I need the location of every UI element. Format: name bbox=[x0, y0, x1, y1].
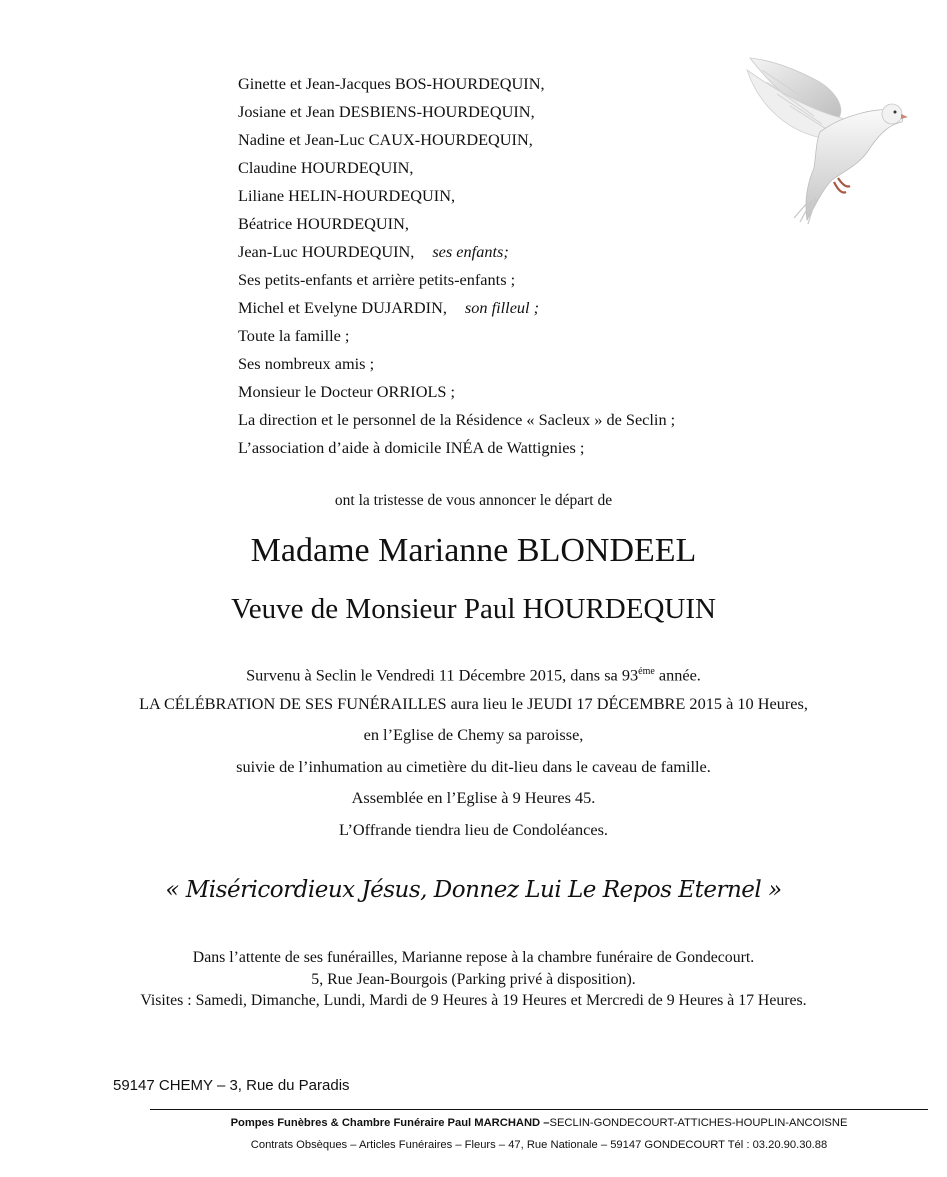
family-member-name: Liliane HELIN-HOURDEQUIN, bbox=[238, 186, 456, 205]
age-ordinal: éme bbox=[638, 666, 655, 677]
family-member-name: Ginette et Jean-Jacques BOS-HOURDEQUIN, bbox=[238, 74, 545, 93]
deceased-name: Madame Marianne BLONDEEL bbox=[250, 532, 697, 569]
family-member bbox=[238, 350, 675, 378]
family-member-name: Jean-Luc HOURDEQUIN, bbox=[238, 242, 415, 261]
family-member bbox=[238, 378, 675, 406]
family-member-name: L’association d’aide à domicile INÉA de Wattignies ; bbox=[238, 438, 585, 457]
family-member-name: Béatrice HOURDEQUIN, bbox=[238, 214, 409, 233]
ceremony-info: LA CÉLÉBRATION DE SES FUNÉRAILLES aura lieu le JEUDI 17 DÉCEMBRE 2015 à 10 Heures, bbox=[139, 693, 808, 713]
announcement-text: ont la tristesse de vous annoncer le départ de bbox=[334, 492, 613, 509]
family-member bbox=[238, 266, 675, 294]
death-info-end: année. bbox=[654, 665, 701, 685]
family-member bbox=[238, 322, 675, 350]
family-member bbox=[238, 238, 675, 266]
footer-divider bbox=[150, 1109, 928, 1110]
dove-icon bbox=[742, 50, 912, 225]
funeral-home-towns: SECLIN-GONDECOURT-ATTICHES-HOUPLIN-ANCOISNE bbox=[549, 1117, 848, 1129]
widow-of-line: Veuve de Monsieur Paul HOURDEQUIN bbox=[231, 593, 716, 625]
family-member bbox=[238, 434, 675, 462]
family-member-name: Josiane et Jean DESBIENS-HOURDEQUIN, bbox=[238, 102, 535, 121]
family-list bbox=[238, 70, 675, 462]
family-member-name: Michel et Evelyne DUJARDIN, bbox=[238, 298, 447, 317]
family-member-name: Ses petits-enfants et arrière petits-enfants ; bbox=[238, 270, 516, 289]
family-member-name: Nadine et Jean-Luc CAUX-HOURDEQUIN, bbox=[238, 130, 533, 149]
family-member-name: Monsieur le Docteur ORRIOLS ; bbox=[238, 382, 456, 401]
family-member bbox=[238, 210, 675, 238]
family-member-name: Ses nombreux amis ; bbox=[238, 354, 375, 373]
visitation-line-2: 5, Rue Jean-Bourgois (Parking privé à disposition). bbox=[311, 970, 636, 988]
family-member bbox=[238, 126, 675, 154]
visitation-info bbox=[0, 947, 947, 1012]
family-address: 59147 CHEMY – 3, Rue du Paradis bbox=[113, 1077, 350, 1094]
death-info-text: Survenu à Seclin le Vendredi 11 Décembre 2015, dans sa 93 bbox=[246, 665, 639, 685]
family-member bbox=[238, 182, 675, 210]
death-info bbox=[0, 656, 947, 688]
funeral-home-services: Contrats Obsèques – Articles Funéraires – Fleurs – 47, Rue Nationale – 59147 GONDECOURT Tél : 03.20.90.30.88 bbox=[250, 1139, 828, 1151]
family-member bbox=[238, 154, 675, 182]
memorial-quote: « Miséricordieux Jésus, Donnez Lui Le Repos Eternel » bbox=[165, 877, 782, 903]
family-member-name: La direction et le personnel de la Résidence « Sacleux » de Seclin ; bbox=[238, 410, 676, 429]
funeral-home-line bbox=[150, 1117, 928, 1129]
visitation-line-3: Visites : Samedi, Dimanche, Lundi, Mardi de 9 Heures à 19 Heures et Mercredi de 9 Heures à 17 Heures. bbox=[140, 992, 807, 1009]
family-member bbox=[238, 294, 675, 322]
family-member-role: ses enfants; bbox=[432, 242, 509, 261]
burial-info: suivie de l’inhumation au cimetière du dit-lieu dans le caveau de famille. bbox=[236, 756, 711, 776]
church-info: en l’Eglise de Chemy sa paroisse, bbox=[363, 725, 584, 744]
family-member-name: Claudine HOURDEQUIN, bbox=[238, 158, 414, 177]
visitation-line-1: Dans l’attente de ses funérailles, Marianne repose à la chambre funéraire de Gondecourt. bbox=[192, 949, 755, 966]
offering-info: L’Offrande tiendra lieu de Condoléances. bbox=[339, 819, 608, 839]
family-member-name: Toute la famille ; bbox=[238, 326, 350, 345]
funeral-home-name: Pompes Funèbres & Chambre Funéraire Paul MARCHAND – bbox=[230, 1117, 550, 1129]
family-member-role: son filleul ; bbox=[464, 298, 540, 317]
family-member bbox=[238, 406, 675, 434]
funeral-details bbox=[0, 656, 947, 845]
assembly-info: Assemblée en l’Eglise à 9 Heures 45. bbox=[351, 788, 596, 807]
family-member bbox=[238, 70, 675, 98]
family-member bbox=[238, 98, 675, 126]
